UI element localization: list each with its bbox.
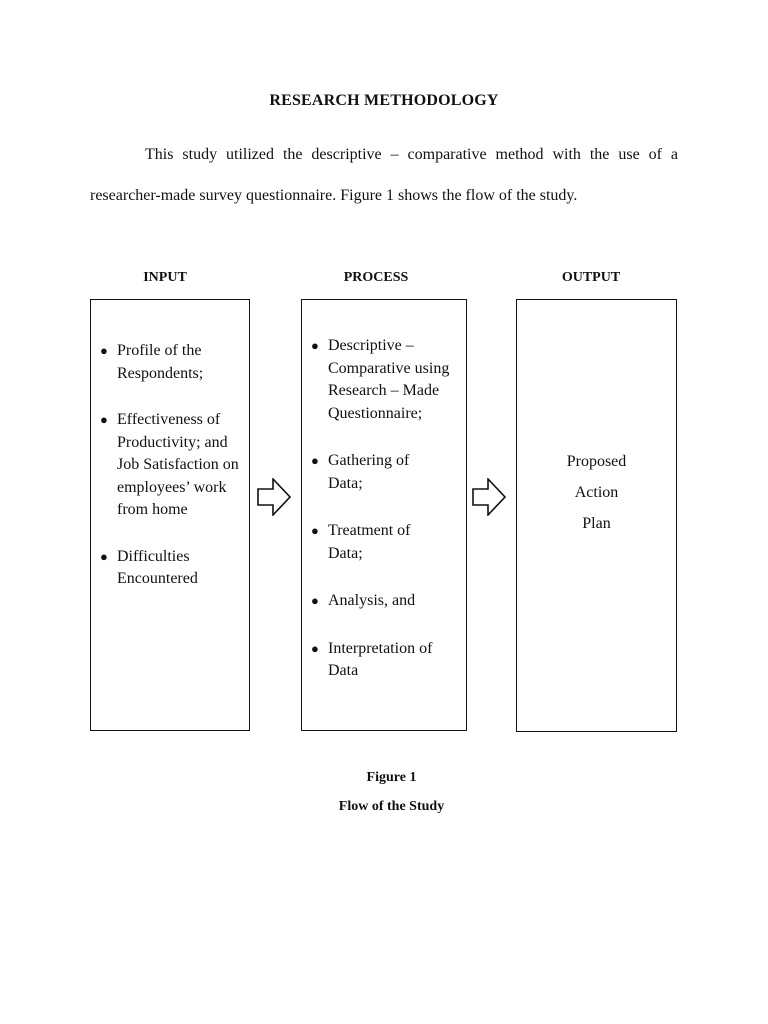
output-box — [516, 299, 677, 732]
paragraph-line-1: This study utilized the descriptive – comparative method with the use of a — [145, 146, 678, 163]
process-item-text: Analysis, and — [328, 592, 416, 609]
process-item: ● Descriptive – Comparative using Research – Made Questionnaire; — [311, 337, 450, 422]
arrow-right-icon — [257, 478, 291, 516]
input-box — [90, 299, 250, 731]
page-title: RESEARCH METHODOLOGY — [269, 92, 499, 109]
input-item-text: Profile of the Respondents; — [117, 342, 204, 382]
input-item-text: Effectiveness of Productivity; and Job Satisfaction on employees’ work from home — [117, 411, 239, 518]
input-item-text: Difficulties Encountered — [117, 547, 198, 587]
process-header: PROCESS — [343, 270, 409, 285]
process-item-text: Gathering of Data; — [328, 452, 410, 492]
output-header: OUTPUT — [561, 270, 621, 285]
process-item-text: Treatment of Data; — [328, 522, 411, 562]
arrow-right-icon — [472, 478, 506, 516]
process-list — [302, 335, 460, 683]
process-item: ● Gathering of Data; — [311, 452, 410, 492]
output-line: Plan — [582, 515, 611, 532]
output-line: Action — [574, 484, 619, 501]
process-item: ● Interpretation of Data — [311, 639, 433, 679]
process-item: ● Analysis, and — [311, 592, 416, 609]
input-header: INPUT — [143, 270, 187, 285]
output-text — [517, 446, 676, 539]
input-list — [91, 340, 243, 591]
process-item: ● Treatment of Data; — [311, 522, 411, 562]
process-item-text: Descriptive – Comparative using Research – Made Questionnaire; — [328, 337, 450, 422]
figure-label: Figure 1 — [366, 770, 417, 785]
paragraph-line-2: researcher-made survey questionnaire. Figure 1 shows the flow of the study. — [90, 187, 578, 204]
process-item-text: Interpretation of Data — [328, 639, 433, 679]
input-item: ● Profile of the Respondents; — [100, 342, 204, 382]
input-item: ● Effectiveness of Productivity; and Job Satisfaction on employees’ work from home — [100, 411, 239, 518]
process-box — [301, 299, 467, 731]
input-item: ● Difficulties Encountered — [100, 547, 198, 587]
figure-title: Flow of the Study — [338, 799, 445, 814]
output-line: Proposed — [566, 453, 627, 470]
